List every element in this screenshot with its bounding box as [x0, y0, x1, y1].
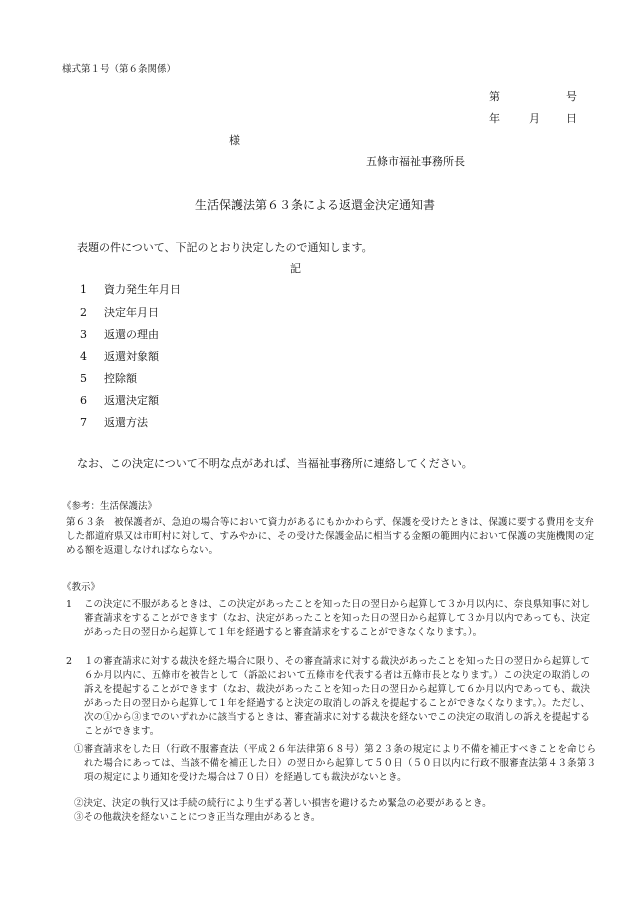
list-item: 2 決定年月日: [80, 306, 159, 319]
paragraph-number: 1: [66, 599, 73, 610]
instruction-heading: 《教示》: [62, 582, 101, 593]
sender-name: 五條市福祉事務所長: [366, 155, 465, 168]
list-item: 5 控除額: [80, 372, 137, 385]
addressee-suffix: 様: [229, 134, 240, 147]
paragraph-number: 2: [66, 656, 73, 667]
list-item: 7 返還方法: [80, 416, 148, 429]
date-day: 日: [566, 112, 577, 125]
ki-label: 記: [290, 262, 301, 275]
instruction-subitem-1: ①審査請求をした日（行政不服審査法（平成２６年法律第６８号）第２３条の規定により不備を補正すべきことを命じられた場合にあっては、当該不備を補正した日）の翌日から起算して５０日（５０日以内に行政不服審査法第４３条第３項の規定により通知を受けた場合は７０日）を経過しても裁決がないとき。: [74, 744, 596, 783]
instruction-subitem-2: ②決定、決定の執行又は手続の続行により生ずる著しい損害を避けるため緊急の必要があるとき。: [74, 798, 492, 809]
list-item: 6 返還決定額: [80, 394, 159, 407]
reference-text: 第６３条 被保護者が、急迫の場合等において資力があるにもかかわらず、保護を受けたときは、保護に要する費用を支弁した都道府県又は市町村に対して、すみやかに、その受けた保護金品に相当する金額の範囲内において保護の実施機関の定める額を返還しなければならない。: [66, 517, 594, 556]
list-item: 1 資力発生年月日: [80, 283, 181, 296]
form-label: 様式第１号（第６条関係）: [62, 64, 177, 75]
number-prefix: 第: [489, 90, 500, 103]
list-item: 4 返還対象額: [80, 350, 159, 363]
date-month: 月: [529, 112, 540, 125]
instruction-paragraph-1: この決定に不服があるときは、この決定があったことを知った日の翌日から起算して３か月以内に、奈良県知事に対し審査請求をすることができます（なお、決定があったことを知った日の翌日から起算して３か月以内であっても、決定があった日の翌日から起算して１年を経過すると審査請求をすることができなくなります。）。: [84, 599, 590, 638]
intro-text: 表題の件について、下記のとおり決定したので通知します。: [77, 241, 373, 254]
closing-text: なお、この決定について不明な点があれば、当福祉事務所に連絡してください。: [77, 457, 473, 470]
reference-heading: 《参考：生活保護法》: [62, 501, 158, 512]
instruction-paragraph-2: １の審査請求に対する裁決を経た場合に限り、その審査請求に対する裁決があったことを知った日の翌日から起算して６か月以内に、五條市を被告として（訴訟において五條市を代表する者は五條市長となります。）この決定の取消しの訴えを提起することができます（なお、裁決があったことを知った日の翌日から起算して６か月以内であっても、裁決があった日の翌日から起算して１年を経過すると決定の取消しの訴えを提起することができなくなります。）。ただし、次の①から③までのいずれかに該当するときは、審査請求に対する裁決を経ないでこの決定の取消しの訴えを提起することができます。: [84, 656, 590, 737]
list-item: 3 返還の理由: [80, 328, 159, 341]
document-title: 生活保護法第６３条による返還金決定通知書: [194, 198, 435, 212]
instruction-subitem-3: ③その他裁決を経ないことにつき正当な理由があるとき。: [74, 812, 321, 823]
date-year: 年: [489, 112, 500, 125]
number-suffix: 号: [566, 90, 577, 103]
